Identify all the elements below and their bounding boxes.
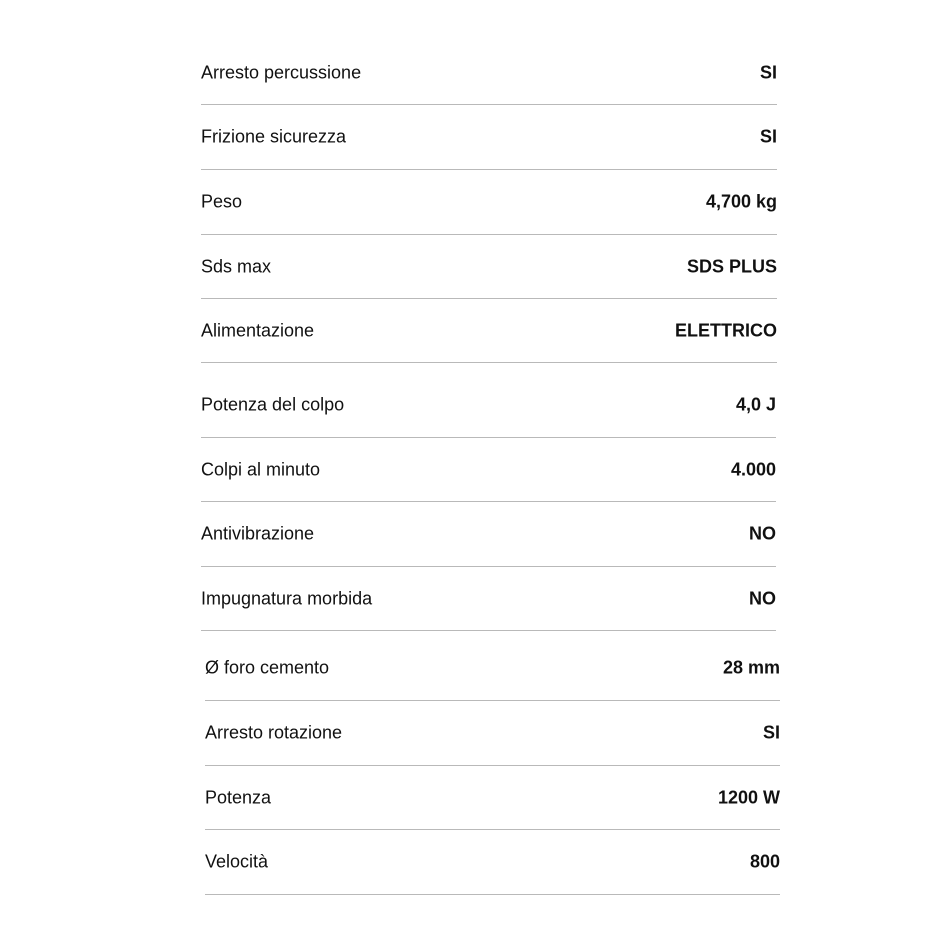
spec-value: 4,0 J — [735, 394, 776, 415]
spec-row-foro-cemento — [205, 636, 780, 701]
spec-value: 28 mm — [722, 657, 780, 678]
spec-row-sds-max — [201, 235, 777, 299]
spec-row-alimentazione — [201, 299, 777, 363]
spec-label: Impugnatura morbida — [201, 588, 373, 608]
spec-label: Colpi al minuto — [201, 459, 321, 479]
spec-label: Velocità — [205, 851, 269, 872]
spec-value: 1200 W — [717, 787, 780, 807]
spec-row-colpi-al-minuto — [201, 438, 776, 502]
spec-row-velocita — [205, 830, 780, 895]
spec-label: Potenza — [205, 787, 272, 807]
spec-value: 4,700 kg — [705, 191, 777, 212]
spec-row-peso — [201, 170, 777, 235]
spec-value: NO — [749, 588, 776, 608]
spec-value: 4.000 — [730, 459, 776, 479]
spec-label: Arresto rotazione — [205, 722, 343, 743]
spec-row-frizione-sicurezza — [201, 105, 777, 170]
spec-value: SI — [762, 722, 780, 743]
spec-row-arresto-rotazione — [205, 701, 780, 766]
spec-value: SI — [759, 126, 777, 147]
spec-value: NO — [749, 523, 776, 544]
spec-row-arresto-percussione — [201, 41, 777, 105]
spec-label: Potenza del colpo — [201, 394, 345, 415]
spec-row-potenza — [205, 766, 780, 830]
spec-row-potenza-del-colpo — [201, 373, 776, 438]
spec-label: Antivibrazione — [201, 523, 315, 544]
spec-row-impugnatura-morbida — [201, 567, 776, 631]
spec-value: SI — [759, 62, 777, 82]
spec-label: Arresto percussione — [201, 62, 362, 82]
spec-label: Alimentazione — [201, 320, 315, 340]
spec-label: Ø foro cemento — [205, 657, 330, 678]
spec-value: SDS PLUS — [686, 256, 777, 276]
spec-label: Frizione sicurezza — [201, 126, 347, 147]
spec-label: Sds max — [201, 256, 272, 276]
spec-value: ELETTRICO — [675, 320, 777, 340]
spec-value: 800 — [749, 851, 780, 872]
spec-row-antivibrazione — [201, 502, 776, 567]
spec-label: Peso — [201, 191, 243, 212]
